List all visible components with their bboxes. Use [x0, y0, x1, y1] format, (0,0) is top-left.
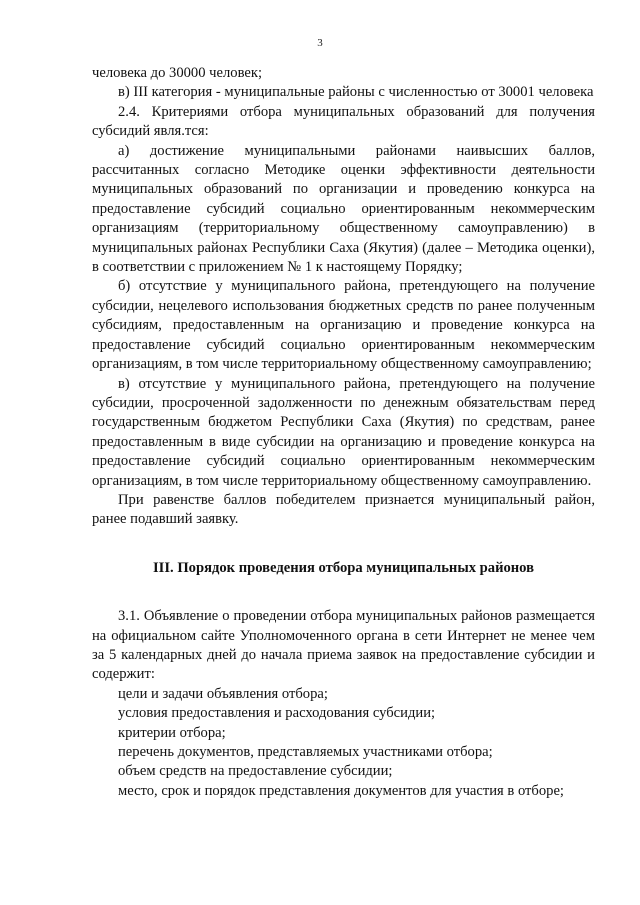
paragraph-criterion-c: в) отсутствие у муниципального района, претендующего на получение субсидии, просроченной задолженности по денежным обязательствам перед государственным бюджетом Республики Саха (Якутия) по средствам, ранее предоставленным в виде субсидии на организацию и проведение конкурса на предоставление субсидий социально ориентированным некоммерческим организациям, в том числе территориальному общественному самоуправлению.: [92, 375, 595, 489]
paragraph-category-3: в) III категория - муниципальные районы с численностью от 30001 человека: [118, 84, 594, 101]
paragraph-announcement: 3.1. Объявление о проведении отбора муниципальных районов размещается на официальном сайте Уполномоченного органа в сети Интернет не менее чем за 5 календарных дней до начала приема заявок на предоставление субсидии и содержит:: [92, 608, 595, 683]
list-item: место, срок и порядок представления документов для участия в отборе;: [118, 782, 564, 799]
paragraph-criterion-b: б) отсутствие у муниципального района, претендующего на получение субсидии, нецелевого использования бюджетных средств по ранее полученным субсидиям, предоставленным на организацию и проведение конкурса на предоставление субсидий социально ориентированным некоммерческим организациям, в том числе территориальному общественному самоуправлению;: [92, 278, 595, 373]
list-item: критерии отбора;: [118, 724, 226, 741]
document-body: [92, 64, 595, 801]
spacer: [92, 578, 595, 607]
list-item: условия предоставления и расходования субсидии;: [118, 705, 436, 722]
section-heading: III. Порядок проведения отбора муниципальных районов: [152, 559, 534, 576]
spacer: [92, 530, 595, 559]
list-item: перечень документов, представляемых участниками отбора;: [118, 744, 493, 760]
list-item: объем средств на предоставление субсидии;: [118, 763, 393, 780]
list-item: цели и задачи объявления отбора;: [118, 685, 328, 702]
paragraph-continuation: человека до 30000 человек;: [92, 65, 263, 81]
page-number: 3: [317, 37, 323, 49]
paragraph-tie-rule: При равенстве баллов победителем признается муниципальный район, ранее подавший заявку.: [92, 491, 595, 528]
paragraph-criteria-intro: 2.4. Критериями отбора муниципальных образований для получения субсидий явля.тся:: [92, 103, 595, 140]
paragraph-criterion-a: а) достижение муниципальными районами наивысших баллов, рассчитанных согласно Методике оценки эффективности деятельности муниципальных образований по организации и проведению конкурса на предоставление субсидий социально ориентированным некоммерческим организациям (территориальному общественному самоуправлению) в муниципальных районах Республики Саха (Якутия) (далее – Методика оценки), в соответствии с приложением № 1 к настоящему Порядку;: [92, 142, 595, 276]
